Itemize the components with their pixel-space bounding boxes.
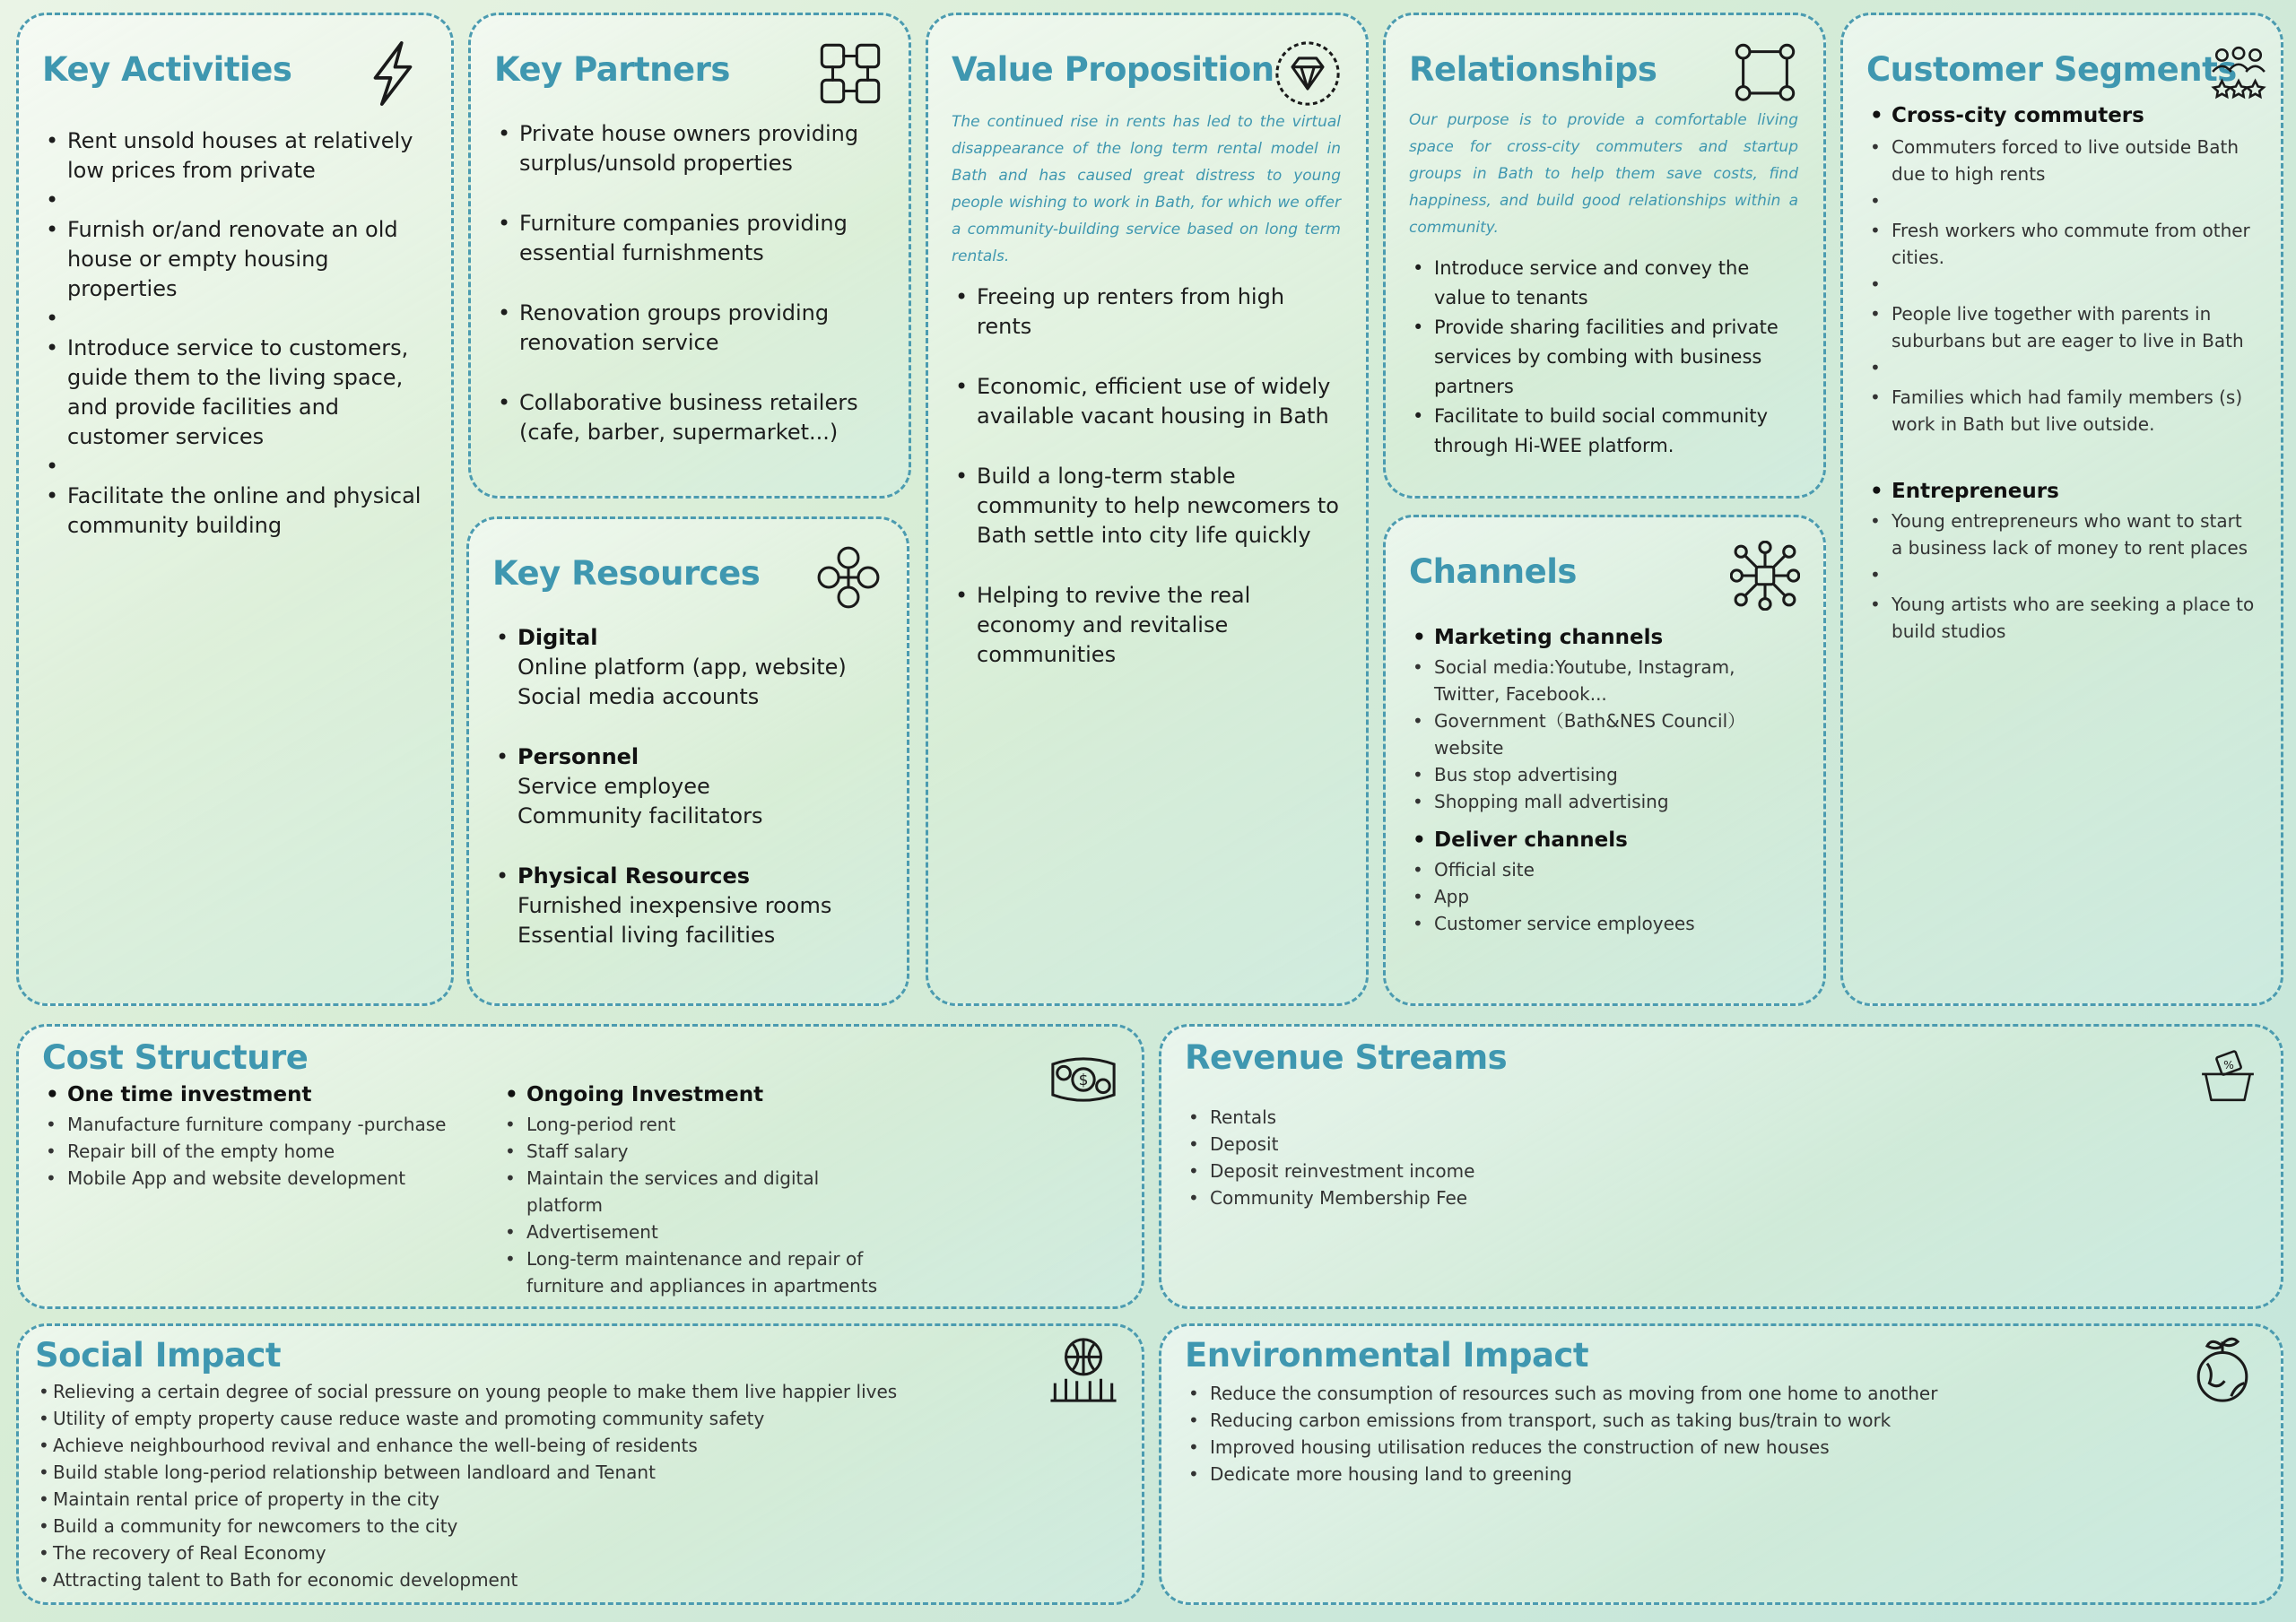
list-item: • Official site	[1409, 856, 1798, 883]
customers-rating-icon	[2209, 42, 2268, 101]
list-item: • Economic, efficient use of widely available vacant housing in Bath	[952, 372, 1341, 431]
marketing-channels-list	[1409, 654, 1798, 815]
handshake-icon	[815, 39, 885, 108]
lightning-icon	[358, 39, 428, 108]
revenue-streams-card	[1159, 1024, 2283, 1309]
relationships-intro: Our purpose is to provide a comfortable living space for cross-city commuters and startup groups in Bath to help them save costs, find happiness, and build good relationships within a community.	[1409, 111, 1798, 237]
resource-group-head: • Digital	[517, 625, 598, 650]
list-item: • Dedicate more housing land to greening	[1185, 1461, 2256, 1488]
list-item	[42, 452, 426, 481]
list-item: • Provide sharing facilities and private services by combing with business partners	[1409, 313, 1798, 402]
one-time-investment-list	[42, 1111, 482, 1192]
relationships-list	[1409, 254, 1798, 461]
list-item	[1866, 561, 2256, 591]
svg-text:$: $	[1078, 1071, 1089, 1090]
list-item: • Long-term maintenance and repair of furniture and appliances in apartments	[501, 1245, 887, 1299]
list-item	[492, 623, 882, 712]
resource-line: Furnished inexpensive rooms	[517, 893, 832, 918]
cost-structure-card	[16, 1024, 1144, 1309]
value-proposition-intro: The continued rise in rents has led to the virtual disappearance of the long term rental model in Bath and has caused great distress to young people wishing to work in Bath, for which we offer a community-building service based on long term rentals.	[952, 113, 1341, 265]
list-item: • Long-period rent	[501, 1111, 887, 1138]
environmental-impact-card	[1159, 1323, 2283, 1605]
list-item: • Facilitate to build social community through Hi-WEE platform.	[1409, 402, 1798, 461]
list-item: • Commuters forced to live outside Bath due to high rents	[1866, 134, 2256, 187]
key-resources-list	[492, 623, 882, 950]
list-item	[1866, 354, 2256, 384]
list-item: • Rentals	[1185, 1104, 2256, 1131]
customer-segments-title: Customer Segments	[1866, 50, 2237, 89]
list-item: • Achieve neighbourhood revival and enhance the well-being of residents	[35, 1432, 1117, 1459]
marketing-channels-head: • Marketing channels	[1409, 621, 1798, 654]
list-item: • Collaborative business retailers (cafe, barber, supermarket...)	[494, 388, 883, 447]
value-proposition-list	[952, 282, 1341, 670]
cost-structure-title: Cost Structure	[42, 1038, 309, 1077]
environmental-impact-list	[1185, 1380, 2256, 1488]
deliver-channels-list	[1409, 856, 1798, 937]
list-item: • Build stable long-period relationship between landloard and Tenant	[35, 1459, 1117, 1486]
key-activities-list	[42, 126, 426, 541]
list-item: • Social media:Youtube, Instagram, Twitter, Facebook...	[1409, 654, 1798, 707]
value-proposition-card	[926, 13, 1369, 1006]
list-item: • Mobile App and website development	[42, 1165, 482, 1192]
resource-line: Essential living facilities	[517, 923, 776, 948]
list-item: • Deposit reinvestment income	[1185, 1158, 2256, 1184]
list-item	[492, 862, 882, 950]
list-item: • Maintain the services and digital platform	[501, 1165, 887, 1219]
deliver-channels-head: • Deliver channels	[1409, 824, 1798, 856]
key-partners-list	[494, 119, 883, 447]
ongoing-investment-list	[501, 1111, 887, 1299]
one-time-investment-head: • One time investment	[42, 1079, 482, 1111]
list-item: • Customer service employees	[1409, 910, 1798, 937]
list-item: • Young artists who are seeking a place to build studios	[1866, 591, 2256, 645]
list-item: • Repair bill of the empty home	[42, 1138, 482, 1165]
commuters-list	[1866, 134, 2256, 438]
key-activities-title: Key Activities	[42, 50, 292, 89]
list-item: • Facilitate the online and physical community building	[42, 481, 426, 541]
list-item: • Young entrepreneurs who want to start a business lack of money to rent places	[1866, 507, 2256, 561]
list-item: • Private house owners providing surplus/unsold properties	[494, 119, 883, 178]
money-icon	[1048, 1045, 1118, 1115]
revenue-streams-title: Revenue Streams	[1185, 1038, 1508, 1077]
list-item	[42, 186, 426, 215]
list-item: • Reduce the consumption of resources such as moving from one home to another	[1185, 1380, 2256, 1407]
channels-hub-icon	[1730, 541, 1800, 611]
list-item: • Deposit	[1185, 1131, 2256, 1158]
list-item: • Families which had family members (s) work in Bath but live outside.	[1866, 384, 2256, 438]
channels-title: Channels	[1409, 552, 1577, 591]
resource-line: Social media accounts	[517, 684, 760, 709]
list-item: • Bus stop advertising	[1409, 761, 1798, 788]
entrepreneurs-head: • Entrepreneurs	[1866, 475, 2256, 507]
social-impact-list	[35, 1378, 1117, 1593]
key-activities-card	[16, 13, 454, 1006]
list-item	[1866, 271, 2256, 300]
resource-line: Community facilitators	[517, 803, 763, 828]
revenue-basket-icon	[2198, 1046, 2257, 1106]
resources-icon	[813, 542, 883, 612]
ongoing-investment-head: • Ongoing Investment	[501, 1079, 887, 1111]
key-partners-title: Key Partners	[494, 50, 730, 89]
list-item: • Reducing carbon emissions from transport, such as taking bus/train to work	[1185, 1407, 2256, 1434]
relationships-title: Relationships	[1409, 50, 1657, 89]
list-item: • Renovation groups providing renovation service	[494, 299, 883, 358]
social-impact-title: Social Impact	[35, 1336, 282, 1375]
list-item: • Community Membership Fee	[1185, 1184, 2256, 1211]
value-proposition-title: Value Proposition	[952, 50, 1274, 89]
list-item: • Rent unsold houses at relatively low prices from private	[42, 126, 426, 186]
list-item	[1866, 187, 2256, 217]
diamond-icon	[1273, 39, 1343, 108]
list-item: • Freeing up renters from high rents	[952, 282, 1341, 342]
list-item: • Staff salary	[501, 1138, 887, 1165]
list-item: • Introduce service and convey the value to tenants	[1409, 254, 1798, 313]
list-item: • Utility of empty property cause reduce waste and promoting community safety	[35, 1405, 1117, 1432]
resource-line: Service employee	[517, 774, 710, 799]
list-item: • Furniture companies providing essential furnishments	[494, 209, 883, 268]
list-item: • Shopping mall advertising	[1409, 788, 1798, 815]
social-impact-card	[16, 1323, 1144, 1605]
list-item: • Furnish or/and renovate an old house or empty housing properties	[42, 215, 426, 304]
list-item: • Government（Bath&NES Council）website	[1409, 707, 1798, 761]
entrepreneurs-list	[1866, 507, 2256, 645]
list-item: • Build a community for newcomers to the city	[35, 1513, 1117, 1540]
network-people-icon	[1730, 39, 1800, 108]
resource-group-head: • Physical Resources	[517, 863, 751, 889]
channels-card	[1383, 515, 1826, 1006]
list-item: • App	[1409, 883, 1798, 910]
list-item: • The recovery of Real Economy	[35, 1540, 1117, 1566]
list-item	[42, 304, 426, 334]
list-item: • Manufacture furniture company -purchase	[42, 1111, 482, 1138]
key-resources-title: Key Resources	[492, 554, 761, 593]
list-item: • Relieving a certain degree of social pressure on young people to make them live happier lives	[35, 1378, 1117, 1405]
list-item: • Attracting talent to Bath for economic development	[35, 1566, 1117, 1593]
environmental-impact-title: Environmental Impact	[1185, 1336, 1589, 1375]
list-item: • Introduce service to customers, guide them to the living space, and provide facilities and customer services	[42, 334, 426, 452]
svg-text:%: %	[2223, 1058, 2234, 1071]
list-item: • People live together with parents in suburbans but are eager to live in Bath	[1866, 300, 2256, 354]
relationships-card	[1383, 13, 1826, 499]
list-item: • Helping to revive the real economy and revitalise communities	[952, 581, 1341, 670]
list-item: • Improved housing utilisation reduces the construction of new houses	[1185, 1434, 2256, 1461]
list-item: • Fresh workers who commute from other cities.	[1866, 217, 2256, 271]
customer-segments-card	[1840, 13, 2283, 1006]
resource-line: Online platform (app, website)	[517, 655, 847, 680]
resource-group-head: • Personnel	[517, 744, 639, 769]
list-item: • Build a long-term stable community to help newcomers to Bath settle into city life quickly	[952, 462, 1341, 551]
list-item: • Advertisement	[501, 1219, 887, 1245]
list-item: • Maintain rental price of property in the city	[35, 1486, 1117, 1513]
list-item	[492, 742, 882, 831]
key-resources-card	[466, 516, 909, 1006]
revenue-streams-list	[1185, 1104, 2256, 1211]
key-partners-card	[468, 13, 911, 499]
cross-city-commuters-head: • Cross-city commuters	[1866, 100, 2256, 132]
